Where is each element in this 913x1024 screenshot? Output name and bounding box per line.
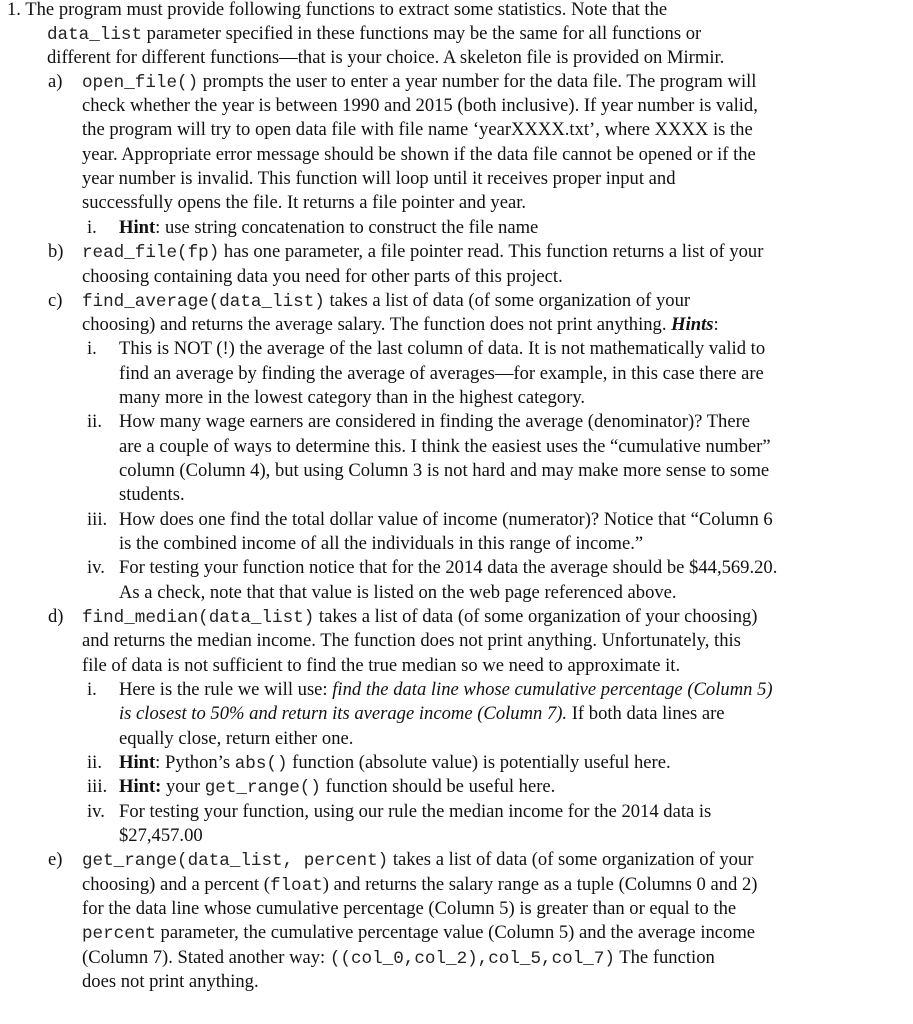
item-c-i-line-1: This is NOT (!) the average of the last column of data. It is not mathematically valid to xyxy=(119,338,766,359)
item-d-line-1: find_median(data_list) takes a list of data (of some organization of your choosing) xyxy=(82,606,758,628)
item-d-ii-label: ii. xyxy=(87,752,102,773)
item-c-iii-line-1: How does one find the total dollar value of income (numerator)? Notice that “Column 6 xyxy=(119,509,773,530)
item-a-line-5: year number is invalid. This function will loop until it receives proper input and xyxy=(82,168,676,189)
item-e-line-3: for the data line whose cumulative percentage (Column 5) is greater than or equal to the xyxy=(82,898,737,919)
code-percent: percent xyxy=(82,924,156,944)
code-abs: abs() xyxy=(234,754,288,774)
item-c-line-1: find_average(data_list) takes a list of data (of some organization of your xyxy=(82,290,691,312)
item-d-i-line-3: equally close, return either one. xyxy=(119,728,354,749)
item-e-label: e) xyxy=(48,849,63,870)
item-d-iv-line-1: For testing your function, using our rule the median income for the 2014 data is xyxy=(119,801,712,822)
item-c-iv-line-1: For testing your function notice that for the 2014 data the average should be $44,569.20. xyxy=(119,557,778,578)
intro-line-3: different for different functions—that is your choice. A skeleton file is provided on Mirmir. xyxy=(47,47,725,68)
item-e-line-5: (Column 7). Stated another way: ((col_0,col_2),col_5,col_7) The function xyxy=(82,947,715,969)
intro-line-1 xyxy=(7,0,667,22)
item-a-line-4: year. Appropriate error message should be shown if the data file cannot be opened or if the xyxy=(82,144,756,165)
item-c-ii-line-2: are a couple of ways to determine this. I think the easiest uses the “cumulative number” xyxy=(119,436,771,457)
item-d-iii-line: Hint: your get_range() function should be useful here. xyxy=(119,776,556,798)
code-open-file: open_file() xyxy=(82,73,199,93)
intro-line-2: data_list parameter specified in these functions may be the same for all functions or xyxy=(47,23,702,45)
item-c-i-label: i. xyxy=(87,338,97,359)
code-get-range: get_range() xyxy=(204,778,321,798)
code-find-median: find_median(data_list) xyxy=(82,608,315,628)
item-e-line-2: choosing) and a percent (float) and returns the salary range as a tuple (Columns 0 and 2) xyxy=(82,874,758,896)
code-float: float xyxy=(269,876,323,896)
item-number: 1. xyxy=(7,0,21,20)
item-e-line-1: get_range(data_list, percent) takes a list of data (of some organization of your xyxy=(82,849,754,871)
item-b-line-1: read_file(fp) has one parameter, a file pointer read. This function returns a list of your xyxy=(82,241,764,263)
item-e-line-6: does not print anything. xyxy=(82,971,259,992)
intro-text-1: The program must provide following functions to extract some statistics. Note that the xyxy=(25,0,668,20)
code-read-file: read_file(fp) xyxy=(82,243,220,263)
item-a-i-label: i. xyxy=(87,217,97,238)
item-a-line-3: the program will try to open data file with file name ‘yearXXXX.txt’, where XXXX is the xyxy=(82,119,753,140)
item-b-label: b) xyxy=(48,241,64,262)
item-b-line-2: choosing containing data you need for other parts of this project. xyxy=(82,266,563,287)
item-c-ii-line-4: students. xyxy=(119,484,185,505)
item-c-ii-line-1: How many wage earners are considered in finding the average (denominator)? There xyxy=(119,411,751,432)
item-d-i-line-1: Here is the rule we will use: find the data line whose cumulative percentage (Column 5) xyxy=(119,679,773,700)
item-c-iv-label: iv. xyxy=(87,557,105,578)
code-data-list: data_list xyxy=(47,25,143,45)
code-get-range-signature: get_range(data_list, percent) xyxy=(82,851,389,871)
item-d-line-3: file of data is not sufficient to find the true median so we need to approximate it. xyxy=(82,655,681,676)
item-d-label: d) xyxy=(48,606,64,627)
item-d-i-label: i. xyxy=(87,679,97,700)
item-d-line-2: and returns the median income. The function does not print anything. Unfortunately, this xyxy=(82,630,741,651)
item-c-line-2: choosing) and returns the average salary. The function does not print anything. Hints: xyxy=(82,314,719,335)
item-c-iii-label: iii. xyxy=(87,509,108,530)
item-c-label: c) xyxy=(48,290,63,311)
item-c-ii-label: ii. xyxy=(87,411,102,432)
code-find-average: find_average(data_list) xyxy=(82,292,325,312)
item-e-line-4: percent parameter, the cumulative percentage value (Column 5) and the average income xyxy=(82,922,756,944)
item-d-iv-line-2: $27,457.00 xyxy=(119,825,203,846)
item-a-line-6: successfully opens the file. It returns a file pointer and year. xyxy=(82,192,527,213)
item-c-i-line-2: find an average by finding the average of averages—for example, in this case there are xyxy=(119,363,764,384)
item-c-ii-line-3: column (Column 4), but using Column 3 is not hard and may make more sense to some xyxy=(119,460,770,481)
item-d-ii-line: Hint: Python’s abs() function (absolute value) is potentially useful here. xyxy=(119,752,671,774)
item-c-i-line-3: many more in the lowest category than in the highest category. xyxy=(119,387,586,408)
item-d-i-line-2: is closest to 50% and return its average income (Column 7). If both data lines are xyxy=(119,703,725,724)
item-a-line-1: open_file() prompts the user to enter a year number for the data file. The program will xyxy=(82,71,757,93)
item-c-iv-line-2: As a check, note that that value is listed on the web page referenced above. xyxy=(119,582,677,603)
item-d-iv-label: iv. xyxy=(87,801,105,822)
item-a-label: a) xyxy=(48,71,63,92)
item-a-line-2: check whether the year is between 1990 and 2015 (both inclusive). If year number is valid, xyxy=(82,95,758,116)
item-c-iii-line-2: is the combined income of all the individuals in this range of income.” xyxy=(119,533,644,554)
item-a-i-text: Hint: use string concatenation to construct the file name xyxy=(119,217,539,238)
item-d-iii-label: iii. xyxy=(87,776,108,797)
code-tuple: ((col_0,col_2),col_5,col_7) xyxy=(329,949,615,969)
